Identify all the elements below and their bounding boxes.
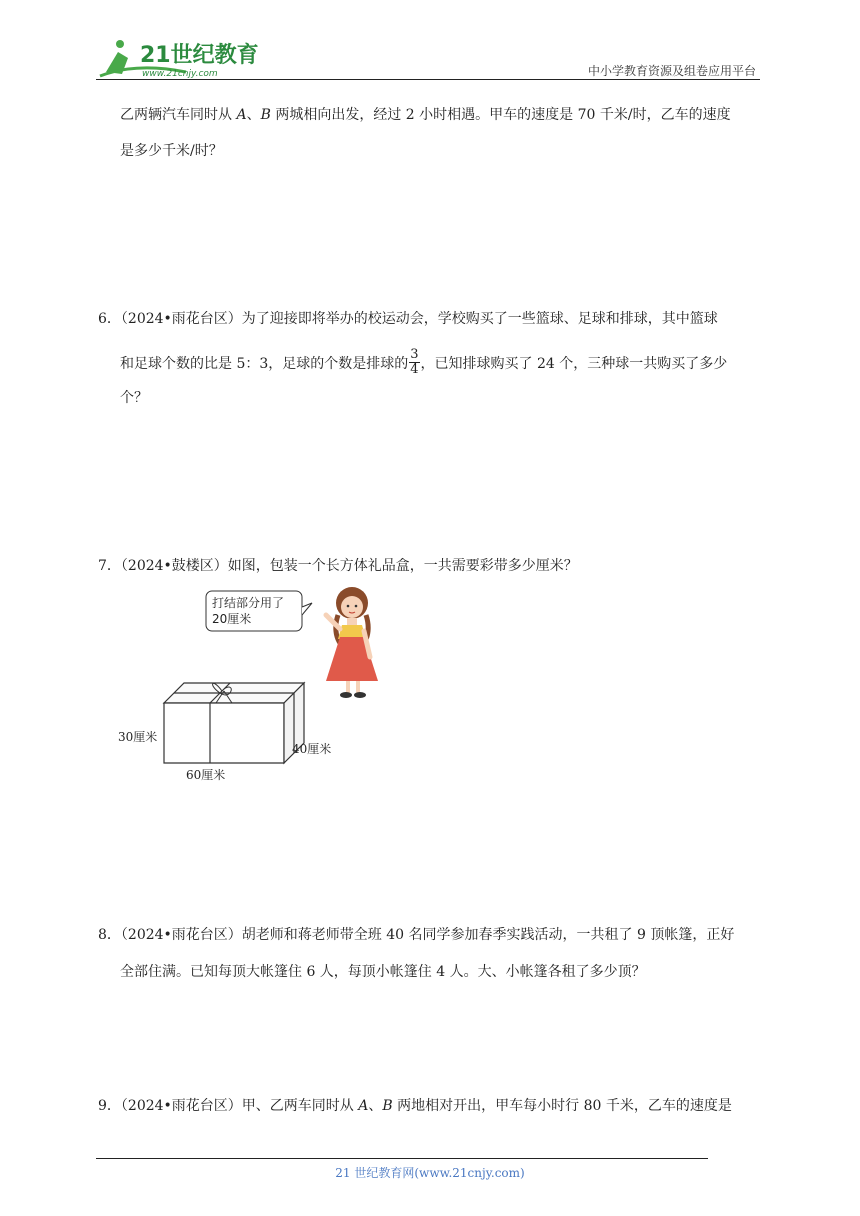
- question-6-line-2: 和足球个数的比是 5：3，足球的个数是排球的 $\frac{3}{4}$ ，已知排球购买了 24 个，三种球一共购买了多少: [120, 346, 728, 377]
- girl-illustration: [326, 587, 378, 698]
- question-5-line-2: 是多少千米/时？: [120, 143, 223, 159]
- speech-bubble: [206, 591, 312, 631]
- page-header: [96, 30, 760, 80]
- label-length: 60厘米: [186, 768, 226, 782]
- question-6-line-3: 个？: [120, 390, 148, 406]
- logo-21cnjy: [96, 36, 266, 80]
- bubble-text-line-2: 20厘米: [212, 612, 252, 626]
- footer-divider: [96, 1158, 708, 1159]
- bubble-text-line-1: 打结部分用了: [212, 596, 285, 610]
- footer-text: 21 世纪教育网(www.21cnjy.com): [335, 1166, 525, 1180]
- svg-text:www.21cnjy.com: www.21cnjy.com: [142, 69, 218, 79]
- question-9: 9．（2024•雨花台区）甲、乙两车同时从 A、B 两地相对开出，甲车每小时行 80 千米，乙车的速度是: [98, 1098, 732, 1114]
- question-7: 7．（2024•鼓楼区）如图，包装一个长方体礼品盒，一共需要彩带多少厘米？: [98, 558, 578, 574]
- fraction-three-quarters: $\frac{3}{4}$: [410, 346, 419, 377]
- question-8-line-2: 全部住满。已知每顶大帐篷住 6 人，每顶小帐篷住 4 人。大、小帐篷各租了多少顶？: [120, 964, 646, 980]
- label-width: 40厘米: [292, 742, 332, 756]
- header-divider: [96, 79, 760, 80]
- gift-box-figure: [112, 585, 392, 790]
- svg-text:21世纪教育: 21世纪教育: [140, 43, 259, 68]
- question-8: 8．（2024•雨花台区）胡老师和蒋老师带全班 40 名同学参加春季实践活动，一共租了 9 顶帐篷，正好: [98, 927, 735, 943]
- question-6: 6．（2024•雨花台区）为了迎接即将举办的校运动会，学校购买了一些篮球、足球和排球，其中篮球: [98, 311, 718, 327]
- question-5-continuation: 乙两辆汽车同时从 A、B 两城相向出发，经过 2 小时相遇。甲车的速度是 70 千米/时，乙车的速度: [120, 107, 731, 123]
- cuboid-box: [164, 683, 304, 763]
- platform-name: 中小学教育资源及组卷应用平台: [587, 64, 756, 78]
- label-height: 30厘米: [118, 730, 158, 744]
